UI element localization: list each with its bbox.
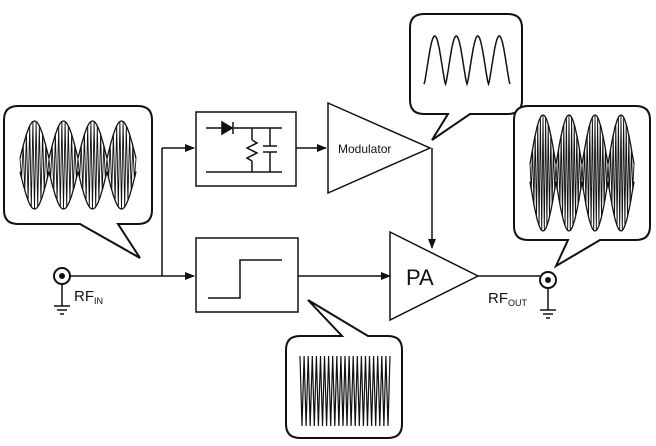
limiter-block <box>196 238 298 312</box>
rf-out-label: $RF_{OUT}$ <box>488 290 527 308</box>
input-connector-icon <box>54 268 70 314</box>
modulator-amplifier <box>328 103 430 193</box>
rf-in-label: $RF_{IN}$ <box>74 288 103 306</box>
modulator-label: Modulator <box>338 142 392 156</box>
envelope-signal-bubble <box>410 14 522 140</box>
envelope-detector-block <box>196 112 296 186</box>
input-signal-bubble <box>4 106 152 258</box>
output-connector-icon <box>540 272 556 318</box>
limiter-signal-bubble <box>286 300 402 438</box>
power-amplifier <box>390 232 478 320</box>
pa-label: PA <box>406 265 434 290</box>
output-signal-bubble <box>514 106 650 266</box>
